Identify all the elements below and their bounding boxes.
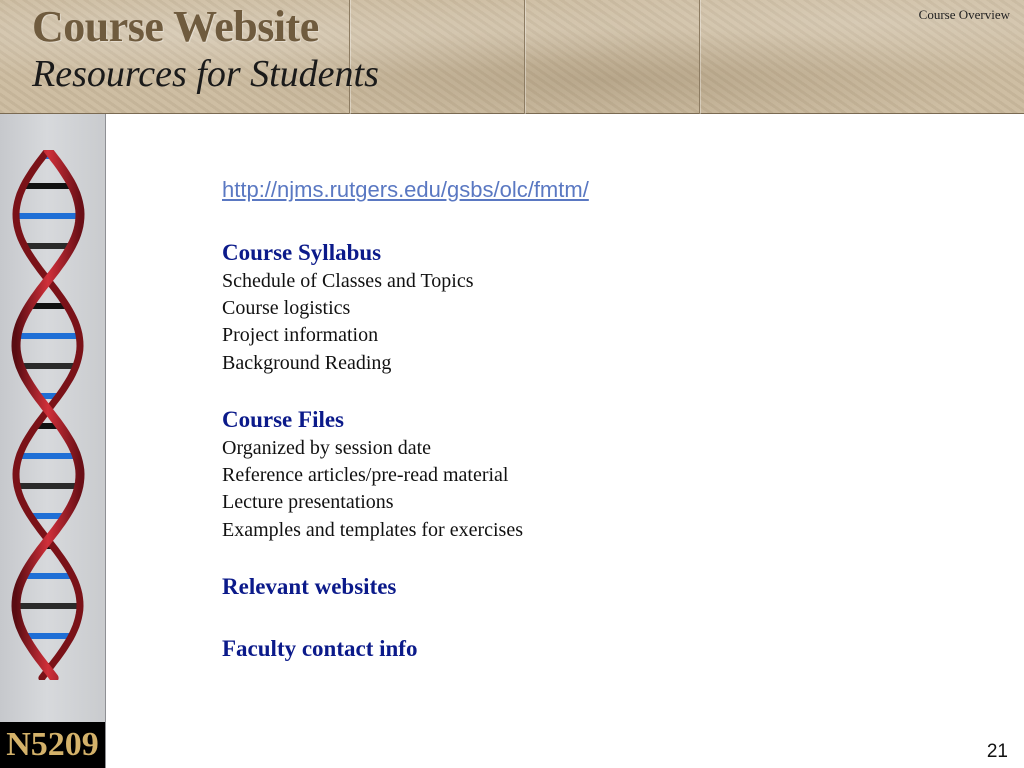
list-item: Schedule of Classes and Topics — [222, 270, 474, 292]
list-item: Examples and templates for exercises — [222, 519, 523, 541]
dna-rung — [17, 483, 79, 489]
dna-rung — [25, 633, 72, 639]
course-code-badge: N5209 — [0, 722, 105, 768]
dna-rung — [17, 333, 79, 339]
list-item: Project information — [222, 324, 379, 346]
dna-rung — [19, 453, 76, 459]
list-item: Reference articles/pre-read material — [222, 464, 509, 486]
slide-title: Course Website — [32, 2, 319, 51]
heading-relevant-websites: Relevant websites — [222, 574, 397, 599]
dna-rung — [20, 363, 76, 369]
sidebar — [0, 114, 106, 768]
page-number: 21 — [986, 741, 1008, 762]
header-divider — [524, 0, 525, 114]
dna-rung — [16, 213, 80, 219]
slide-header — [0, 0, 1024, 114]
list-item: Course logistics — [222, 297, 351, 319]
dna-rung — [16, 603, 80, 609]
header-divider — [699, 0, 700, 114]
section-label: Course Overview — [918, 7, 1010, 22]
heading-course-syllabus: Course Syllabus — [222, 240, 382, 265]
list-item: Lecture presentations — [222, 491, 394, 513]
heading-course-files: Course Files — [222, 407, 345, 432]
list-item: Background Reading — [222, 352, 392, 374]
dna-rung — [25, 243, 72, 249]
dna-rung — [24, 183, 73, 189]
list-item: Organized by session date — [222, 437, 432, 459]
dna-helix-icon — [6, 150, 98, 680]
slide-subtitle: Resources for Students — [32, 53, 379, 95]
heading-faculty-contact: Faculty contact info — [222, 636, 418, 661]
dna-rung — [24, 573, 73, 579]
course-website-link[interactable]: http://njms.rutgers.edu/gsbs/olc/fmtm/ — [222, 177, 589, 202]
